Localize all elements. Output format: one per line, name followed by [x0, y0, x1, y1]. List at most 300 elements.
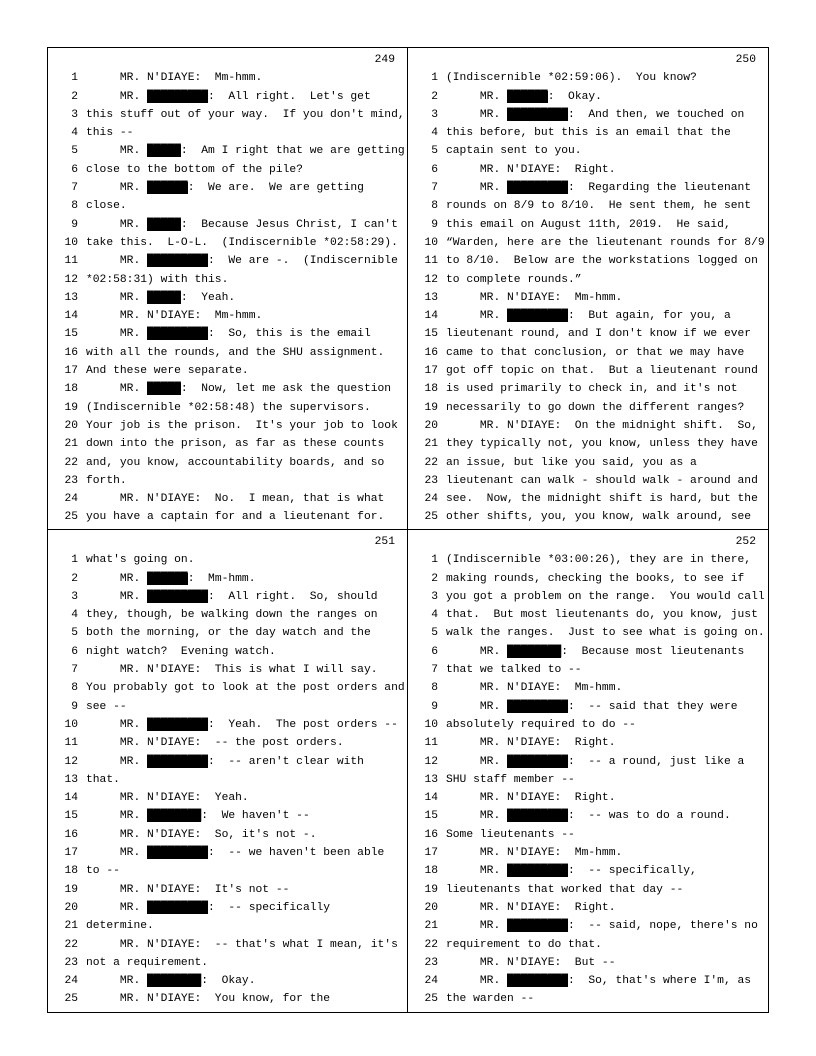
- line-number: 22: [424, 456, 438, 469]
- transcript-line: [54, 807, 403, 825]
- line-text: MR. █████: Now, let me ask the question: [86, 383, 392, 396]
- line-text: You probably got to look at the post orders and: [86, 682, 405, 695]
- transcript-line: [414, 88, 764, 106]
- line-text: with all the rounds, and the SHU assignment.: [86, 346, 385, 359]
- transcript-line: [414, 661, 764, 679]
- transcript-line: [414, 289, 764, 307]
- line-number: 19: [64, 883, 78, 896]
- line-number: 4: [431, 127, 438, 140]
- line-number: 19: [64, 401, 78, 414]
- line-text: MR. █████████: And then, we touched on: [446, 108, 745, 121]
- transcript-line: [414, 972, 764, 990]
- line-number: 17: [64, 847, 78, 860]
- transcript-line: [414, 216, 764, 234]
- transcript-page-251: [48, 530, 408, 1012]
- line-text: and, you know, accountability boards, and so: [86, 456, 385, 469]
- line-number: 23: [64, 474, 78, 487]
- line-text: MR. N'DIAYE: Mm-hmm.: [86, 310, 263, 323]
- redaction-box: █████████: [507, 920, 569, 933]
- redaction-box: ██████: [507, 90, 548, 103]
- line-number: 7: [71, 664, 78, 677]
- line-text: this stuff out of your way. If you don't mind,: [86, 108, 405, 121]
- redaction-box: ██████: [147, 572, 188, 585]
- line-text: MR. N'DIAYE: -- that's what I mean, it's: [86, 938, 398, 951]
- line-text: MR. █████████: All right. So, should: [86, 590, 378, 603]
- transcript-line: [414, 588, 764, 606]
- transcript-line: [414, 734, 764, 752]
- transcript-line: [414, 490, 764, 508]
- line-number: 23: [424, 474, 438, 487]
- redaction-box: █████: [147, 291, 181, 304]
- line-number: 9: [431, 700, 438, 713]
- transcript-line: [414, 124, 764, 142]
- line-number: 2: [71, 90, 78, 103]
- line-number: 4: [71, 127, 78, 140]
- line-text: MR. █████████: So, this is the email: [86, 328, 371, 341]
- line-number: 7: [431, 182, 438, 195]
- line-text: necessarily to go down the different ranges?: [446, 401, 745, 414]
- redaction-box: █████████: [507, 975, 569, 988]
- redaction-box: █████████: [147, 328, 209, 341]
- line-text: MR. N'DIAYE: Right.: [446, 163, 616, 176]
- transcript-line: [54, 362, 403, 380]
- line-text: MR. █████████: -- specifically: [86, 901, 331, 914]
- page-number: 250: [735, 54, 756, 66]
- redaction-box: █████: [147, 218, 181, 231]
- transcript-line: [54, 399, 403, 417]
- transcript-grid: [48, 48, 768, 1012]
- transcript-line: [54, 197, 403, 215]
- redaction-box: █████████: [147, 755, 209, 768]
- transcript-line: [414, 106, 764, 124]
- line-number: 20: [64, 901, 78, 914]
- redaction-box: █████████: [507, 755, 569, 768]
- transcript-line: [54, 990, 403, 1008]
- transcript-line: [414, 325, 764, 343]
- line-number: 17: [424, 847, 438, 860]
- redaction-box: █████████: [507, 108, 569, 121]
- line-text: what's going on.: [86, 554, 195, 567]
- line-number: 3: [71, 590, 78, 603]
- line-number: 1: [71, 554, 78, 567]
- line-number: 1: [431, 554, 438, 567]
- transcript-line: [54, 917, 403, 935]
- line-text: MR. N'DIAYE: Right.: [446, 792, 616, 805]
- line-number: 21: [64, 438, 78, 451]
- line-number: 5: [71, 627, 78, 640]
- line-number: 1: [71, 72, 78, 85]
- line-text: MR. N'DIAYE: Mm-hmm.: [446, 847, 623, 860]
- line-text: Your job is the prison. It's your job to look: [86, 419, 398, 432]
- transcript-line: [54, 954, 403, 972]
- transcript-line: [54, 643, 403, 661]
- transcript-line: [54, 161, 403, 179]
- transcript-line: [414, 990, 764, 1008]
- line-number: 4: [431, 609, 438, 622]
- transcript-line: [414, 753, 764, 771]
- transcript-line: [414, 826, 764, 844]
- transcript-line: [54, 753, 403, 771]
- redaction-box: ████████: [147, 975, 202, 988]
- line-text: take this. L-O-L. (Indiscernible *02:58:29).: [86, 236, 398, 249]
- line-number: 4: [71, 609, 78, 622]
- line-number: 16: [64, 828, 78, 841]
- redaction-box: █████: [147, 383, 181, 396]
- line-text: MR. ████████: Because most lieutenants: [446, 645, 745, 658]
- transcript-line: [54, 588, 403, 606]
- transcript-line: [54, 716, 403, 734]
- transcript-line: [414, 307, 764, 325]
- line-text: MR. █████████: But again, for you, a: [446, 310, 731, 323]
- redaction-box: █████████: [147, 90, 209, 103]
- line-text: captain sent to you.: [446, 145, 582, 158]
- transcript-sheet: [47, 47, 769, 1013]
- line-text: (Indiscernible *02:59:06). You know?: [446, 72, 697, 85]
- line-text: came to that conclusion, or that we may have: [446, 346, 745, 359]
- line-number: 25: [424, 511, 438, 524]
- transcript-line: [414, 472, 764, 490]
- transcript-line: [414, 161, 764, 179]
- transcript-line: [414, 954, 764, 972]
- line-number: 13: [64, 291, 78, 304]
- line-number: 16: [424, 828, 438, 841]
- line-number: 24: [424, 975, 438, 988]
- transcript-line: [54, 289, 403, 307]
- line-number: 15: [64, 810, 78, 823]
- transcript-line: [54, 551, 403, 569]
- transcript-line: [414, 789, 764, 807]
- line-text: rounds on 8/9 to 8/10. He sent them, he sent: [446, 200, 752, 213]
- transcript-line: [414, 899, 764, 917]
- line-number: 17: [64, 365, 78, 378]
- line-number: 11: [424, 255, 438, 268]
- line-number: 11: [64, 255, 78, 268]
- line-number: 9: [71, 218, 78, 231]
- line-number: 2: [431, 572, 438, 585]
- line-number: 14: [424, 310, 438, 323]
- line-text: MR. █████████: -- said that they were: [446, 700, 738, 713]
- line-number: 7: [71, 182, 78, 195]
- transcript-line: [414, 69, 764, 87]
- line-number: 21: [424, 920, 438, 933]
- transcript-line: [54, 417, 403, 435]
- line-text: MR. █████████: So, that's where I'm, as: [446, 975, 752, 988]
- line-text: determine.: [86, 920, 154, 933]
- transcript-line: [54, 661, 403, 679]
- line-number: 21: [64, 920, 78, 933]
- redaction-box: █████████: [147, 901, 209, 914]
- line-number: 9: [431, 218, 438, 231]
- transcript-line: [414, 807, 764, 825]
- transcript-line: [54, 307, 403, 325]
- transcript-line: [414, 716, 764, 734]
- redaction-box: █████████: [507, 865, 569, 878]
- line-text: MR. N'DIAYE: It's not --: [86, 883, 290, 896]
- line-text: they typically not, you know, unless they have: [446, 438, 758, 451]
- line-text: requirement to do that.: [446, 938, 602, 951]
- line-number: 15: [64, 328, 78, 341]
- transcript-page-250: [408, 48, 768, 530]
- line-number: 10: [64, 236, 78, 249]
- line-text: MR. ████████: Okay.: [86, 975, 256, 988]
- redaction-box: █████████: [147, 847, 209, 860]
- line-text: see. Now, the midnight shift is hard, but the: [446, 493, 758, 506]
- transcript-line: [54, 771, 403, 789]
- line-number: 20: [64, 419, 78, 432]
- transcript-line: [54, 142, 403, 160]
- line-text: lieutenant can walk - should walk - around and: [446, 474, 758, 487]
- redaction-box: ████████: [147, 810, 202, 823]
- line-number: 11: [64, 737, 78, 750]
- line-text: both the morning, or the day watch and the: [86, 627, 371, 640]
- redaction-box: ██████: [147, 182, 188, 195]
- line-text: this before, but this is an email that the: [446, 127, 731, 140]
- line-number: 22: [424, 938, 438, 951]
- line-text: absolutely required to do --: [446, 718, 636, 731]
- transcript-line: [414, 698, 764, 716]
- transcript-line: [414, 454, 764, 472]
- page-number: 252: [735, 536, 756, 548]
- transcript-line: [414, 881, 764, 899]
- transcript-line: [54, 216, 403, 234]
- line-number: 13: [424, 291, 438, 304]
- line-number: 25: [424, 993, 438, 1006]
- redaction-box: █████: [147, 145, 181, 158]
- line-number: 2: [431, 90, 438, 103]
- line-number: 20: [424, 901, 438, 914]
- line-number: 11: [424, 737, 438, 750]
- line-number: 15: [424, 328, 438, 341]
- transcript-line: [414, 624, 764, 642]
- line-number: 12: [64, 273, 78, 286]
- transcript-line: [54, 972, 403, 990]
- transcript-line: [414, 142, 764, 160]
- line-text: MR. █████████: Regarding the lieutenant: [446, 182, 752, 195]
- transcript-line: [414, 844, 764, 862]
- transcript-line: [414, 917, 764, 935]
- line-text: MR. N'DIAYE: Mm-hmm.: [446, 682, 623, 695]
- transcript-line: [54, 325, 403, 343]
- line-text: MR. N'DIAYE: On the midnight shift. So,: [446, 419, 758, 432]
- line-number: 13: [424, 773, 438, 786]
- transcript-line: [54, 271, 403, 289]
- page-number: 251: [374, 536, 395, 548]
- transcript-line: [54, 862, 403, 880]
- transcript-line: [414, 252, 764, 270]
- line-text: MR. █████: Am I right that we are getting: [86, 145, 405, 158]
- line-number: 2: [71, 572, 78, 585]
- line-text: (Indiscernible *03:00:26), they are in there,: [446, 554, 752, 567]
- line-number: 18: [424, 383, 438, 396]
- transcript-line: [54, 570, 403, 588]
- line-text: MR. N'DIAYE: This is what I will say.: [86, 664, 378, 677]
- transcript-line: [54, 88, 403, 106]
- line-number: 22: [64, 938, 78, 951]
- transcript-line: [414, 271, 764, 289]
- line-text: forth.: [86, 474, 127, 487]
- line-text: that we talked to --: [446, 664, 582, 677]
- line-number: 18: [64, 383, 78, 396]
- line-text: MR. █████████: -- was to do a round.: [446, 810, 731, 823]
- line-text: the warden --: [446, 993, 535, 1006]
- transcript-line: [414, 936, 764, 954]
- line-text: down into the prison, as far as these counts: [86, 438, 385, 451]
- line-text: MR. ██████: Okay.: [446, 90, 602, 103]
- line-number: 3: [431, 108, 438, 121]
- line-text: got off topic on that. But a lieutenant round: [446, 365, 758, 378]
- line-text: an issue, but like you said, you as a: [446, 456, 697, 469]
- line-text: close.: [86, 200, 127, 213]
- transcript-line: [54, 508, 403, 526]
- line-text: to complete rounds.”: [446, 273, 582, 286]
- line-number: 18: [424, 865, 438, 878]
- line-text: night watch? Evening watch.: [86, 645, 276, 658]
- line-number: 8: [431, 682, 438, 695]
- line-number: 6: [431, 163, 438, 176]
- line-text: And these were separate.: [86, 365, 249, 378]
- line-text: lieutenant round, and I don't know if we ever: [446, 328, 752, 341]
- line-text: close to the bottom of the pile?: [86, 163, 303, 176]
- transcript-page-252: [408, 530, 768, 1012]
- transcript-line: [414, 399, 764, 417]
- transcript-line: [54, 679, 403, 697]
- transcript-line: [414, 179, 764, 197]
- transcript-line: [54, 69, 403, 87]
- line-number: 24: [424, 493, 438, 506]
- redaction-box: █████████: [147, 255, 209, 268]
- transcript-line: [54, 624, 403, 642]
- transcript-line: [54, 344, 403, 362]
- transcript-line: [414, 362, 764, 380]
- transcript-line: [414, 551, 764, 569]
- transcript-line: [54, 826, 403, 844]
- transcript-line: [54, 380, 403, 398]
- transcript-page-249: [48, 48, 408, 530]
- transcript-line: [54, 435, 403, 453]
- line-number: 24: [64, 975, 78, 988]
- line-text: MR. N'DIAYE: -- the post orders.: [86, 737, 344, 750]
- transcript-line: [414, 643, 764, 661]
- line-number: 14: [64, 310, 78, 323]
- transcript-line: [54, 936, 403, 954]
- redaction-box: ████████: [507, 645, 562, 658]
- transcript-line: [54, 234, 403, 252]
- line-number: 6: [71, 163, 78, 176]
- redaction-box: █████████: [507, 310, 569, 323]
- transcript-line: [54, 106, 403, 124]
- line-text: MR. █████████: -- we haven't been able: [86, 847, 385, 860]
- line-number: 23: [64, 956, 78, 969]
- line-number: 23: [424, 956, 438, 969]
- line-text: *02:58:31) with this.: [86, 273, 229, 286]
- line-number: 8: [71, 682, 78, 695]
- line-number: 10: [424, 718, 438, 731]
- line-number: 16: [424, 346, 438, 359]
- line-number: 9: [71, 700, 78, 713]
- line-text: MR. █████████: -- specifically,: [446, 865, 697, 878]
- line-text: MR. █████████: We are -. (Indiscernible: [86, 255, 398, 268]
- line-number: 25: [64, 993, 78, 1006]
- line-number: 3: [71, 108, 78, 121]
- redaction-box: █████████: [507, 700, 569, 713]
- line-text: (Indiscernible *02:58:48) the supervisors.: [86, 401, 371, 414]
- line-number: 10: [424, 236, 438, 249]
- line-number: 19: [424, 401, 438, 414]
- transcript-line: [54, 179, 403, 197]
- line-text: MR. N'DIAYE: Mm-hmm.: [446, 291, 623, 304]
- line-number: 25: [64, 511, 78, 524]
- transcript-line: [54, 124, 403, 142]
- line-text: MR. N'DIAYE: Yeah.: [86, 792, 249, 805]
- transcript-line: [54, 844, 403, 862]
- line-text: that.: [86, 773, 120, 786]
- line-text: to 8/10. Below are the workstations logged on: [446, 255, 758, 268]
- line-number: 5: [431, 627, 438, 640]
- redaction-box: █████████: [507, 182, 569, 195]
- redaction-box: █████████: [147, 718, 209, 731]
- line-text: MR. ██████: We are. We are getting: [86, 182, 364, 195]
- line-text: that. But most lieutenants do, you know, just: [446, 609, 758, 622]
- transcript-line: [54, 252, 403, 270]
- line-text: MR. N'DIAYE: But --: [446, 956, 616, 969]
- line-text: SHU staff member --: [446, 773, 575, 786]
- line-text: see --: [86, 700, 127, 713]
- line-text: MR. ████████: We haven't --: [86, 810, 310, 823]
- transcript-line: [54, 472, 403, 490]
- line-text: MR. █████: Yeah.: [86, 291, 236, 304]
- line-text: not a requirement.: [86, 956, 209, 969]
- line-number: 12: [64, 755, 78, 768]
- line-text: making rounds, checking the books, to see if: [446, 572, 745, 585]
- line-text: to --: [86, 865, 120, 878]
- transcript-line: [414, 862, 764, 880]
- transcript-line: [414, 197, 764, 215]
- transcript-line: [414, 570, 764, 588]
- redaction-box: █████████: [147, 590, 209, 603]
- line-text: walk the ranges. Just to see what is going on.: [446, 627, 765, 640]
- line-text: MR. █████████: All right. Let's get: [86, 90, 371, 103]
- transcript-line: [54, 899, 403, 917]
- transcript-line: [414, 679, 764, 697]
- line-text: you have a captain for and a lieutenant for.: [86, 511, 385, 524]
- line-text: MR. █████████: -- said, nope, there's no: [446, 920, 758, 933]
- line-text: MR. N'DIAYE: Right.: [446, 737, 616, 750]
- line-text: is used primarily to check in, and it's not: [446, 383, 738, 396]
- page-number: 249: [374, 54, 395, 66]
- line-number: 3: [431, 590, 438, 603]
- transcript-line: [54, 734, 403, 752]
- line-number: 17: [424, 365, 438, 378]
- transcript-line: [54, 698, 403, 716]
- line-number: 8: [71, 200, 78, 213]
- line-text: MR. ██████: Mm-hmm.: [86, 572, 256, 585]
- line-text: “Warden, here are the lieutenant rounds for 8/9: [446, 236, 765, 249]
- redaction-box: █████████: [507, 810, 569, 823]
- line-text: MR. N'DIAYE: So, it's not -.: [86, 828, 317, 841]
- line-number: 21: [424, 438, 438, 451]
- line-number: 18: [64, 865, 78, 878]
- line-number: 6: [431, 645, 438, 658]
- line-number: 12: [424, 755, 438, 768]
- transcript-line: [414, 508, 764, 526]
- line-number: 14: [424, 792, 438, 805]
- line-number: 10: [64, 718, 78, 731]
- line-text: MR. N'DIAYE: You know, for the: [86, 993, 331, 1006]
- transcript-line: [414, 435, 764, 453]
- line-text: MR. █████████: -- a round, just like a: [446, 755, 745, 768]
- line-number: 15: [424, 810, 438, 823]
- line-number: 8: [431, 200, 438, 213]
